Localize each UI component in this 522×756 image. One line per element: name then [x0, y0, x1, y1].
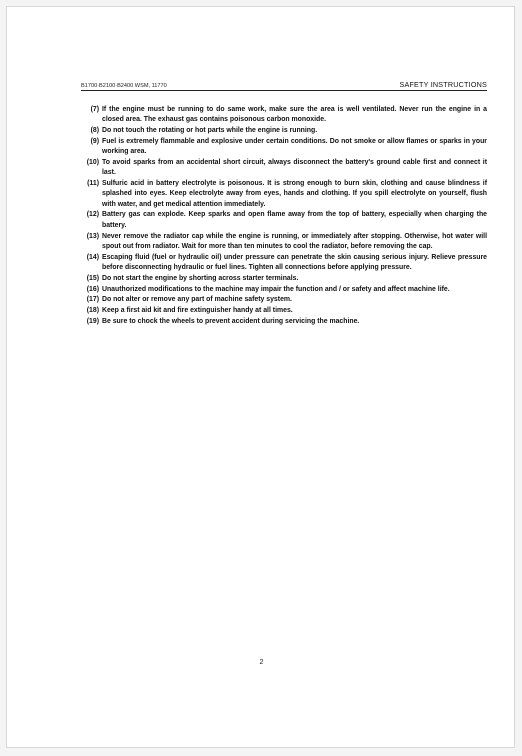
list-item — [81, 158, 487, 179]
list-item — [81, 306, 487, 316]
item-text: Sulfuric acid in battery electrolyte is poisonous. It is strong enough to burn skin, clothing and cause blindness if splashed into eyes. Keep electrolyte away from eyes, hands and clothing. If you spill electrolyte on yourself, flush with water, and get medical attention immediately. — [102, 180, 487, 208]
item-text: Be sure to chock the wheels to prevent accident during servicing the machine. — [102, 317, 360, 325]
item-text: Fuel is extremely flammable and explosive under certain conditions. Do not smoke or allow flames or sparks in your working area. — [102, 137, 487, 156]
list-item — [81, 137, 487, 158]
item-text: Do not start the engine by shorting across starter terminals. — [102, 274, 299, 282]
item-text: Unauthorized modifications to the machine may impair the function and / or safety and affect machine life. — [102, 285, 450, 293]
item-number: (15) — [86, 274, 99, 282]
list-item — [81, 274, 487, 284]
list-item — [81, 210, 487, 231]
list-item — [81, 126, 487, 136]
safety-instructions-list — [81, 105, 487, 328]
list-item — [81, 105, 487, 126]
item-number: (8) — [90, 127, 99, 135]
item-number: (10) — [86, 158, 99, 166]
list-item — [81, 232, 487, 253]
list-item — [81, 285, 487, 295]
item-number: (12) — [86, 211, 99, 219]
item-number: (9) — [90, 137, 99, 145]
item-text: If the engine must be running to do same work, make sure the area is well ventilated. Never run the engine in a closed area. The exhaust gas contains poisonous carbon monoxide. — [102, 106, 487, 124]
document-page — [6, 6, 515, 748]
item-number: (14) — [86, 253, 99, 261]
item-number: (17) — [86, 296, 99, 304]
item-text: Escaping fluid (fuel or hydraulic oil) under pressure can penetrate the skin causing serious injury. Relieve pressure before disconnecting hydraulic or fuel lines. Tighten all connections before applying pressure. — [102, 253, 487, 271]
item-text: To avoid sparks from an accidental short circuit, always disconnect the battery's ground cable first and connect it last. — [102, 158, 487, 177]
list-item — [81, 253, 487, 274]
item-text: Keep a first aid kit and fire extinguisher handy at all times. — [102, 307, 293, 315]
item-number: (19) — [86, 317, 99, 325]
page-number: 2 — [259, 659, 264, 666]
item-text: Do not touch the rotating or hot parts while the engine is running. — [102, 127, 318, 135]
item-number: (16) — [86, 285, 99, 293]
page-header — [81, 80, 487, 91]
item-text: Battery gas can explode. Keep sparks and open flame away from the top of battery, especially when charging the battery. — [102, 211, 487, 229]
document-id: B1700·B2100·B2400 WSM, 11770 — [81, 83, 167, 89]
item-number: (11) — [87, 180, 99, 188]
item-number: (13) — [86, 232, 99, 240]
list-item — [81, 295, 487, 305]
item-number: (7) — [90, 106, 99, 113]
section-title: SAFETY INSTRUCTIONS — [399, 80, 487, 89]
item-number: (18) — [86, 307, 99, 315]
list-item — [81, 317, 487, 327]
item-text: Never remove the radiator cap while the engine is running, or immediately after stopping. Otherwise, hot water will spout out from radiator. Wait for more than ten minutes to cool the radiator, before removing the cap. — [102, 232, 487, 250]
list-item — [81, 179, 487, 210]
item-text: Do not alter or remove any part of machine safety system. — [102, 296, 292, 304]
